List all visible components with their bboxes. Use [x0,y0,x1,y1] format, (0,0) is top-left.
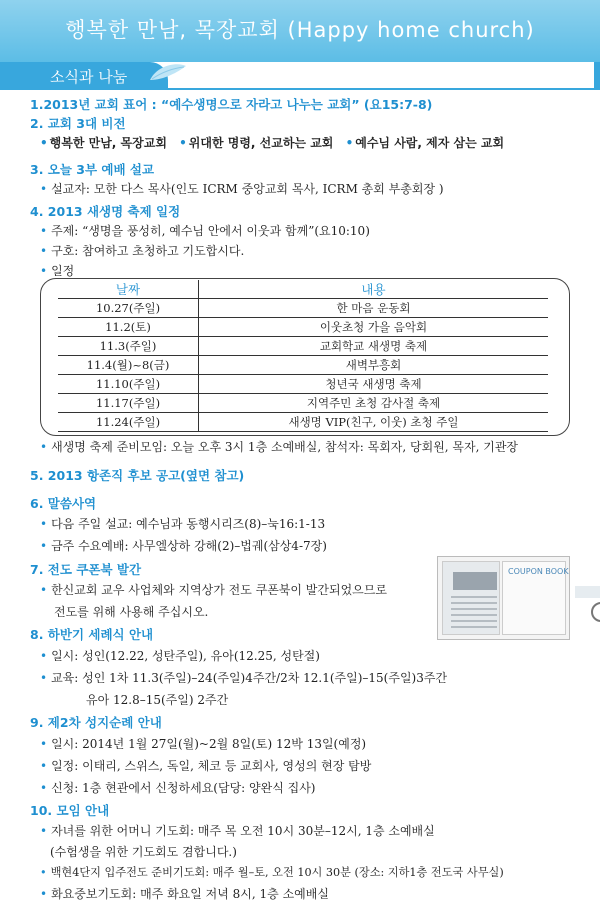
table-cell-content: 지역주민 초청 감사절 축제 [199,394,549,413]
section-6-heading: 6. 말씀사역 [30,496,97,511]
sermon-speaker: • 설교자: 모한 다스 목사(인도 ICRM 중앙교회 목사, ICRM 총회 부총회장 ) [40,182,444,196]
church-logo-icon [591,602,600,622]
section-tab-label: 소식과 나눔 [50,68,128,86]
pilgrimage-signup: • 신청: 1층 현관에서 신청하세요(담당: 양완식 집사) [40,781,316,795]
section-10-heading: 10. 모임 안내 [30,803,110,818]
mothers-prayer-note: (수험생을 위한 기도회도 겸합니다.) [50,845,237,859]
column-header-date: 날짜 [58,280,199,299]
coupon-book-text: • 한신교회 교우 사업체와 지역상가 전도 쿠폰북이 발간되었으므로 [40,583,387,597]
baekhyeon-prayer-meeting: • 백현4단지 입주전도 준비기도회: 매주 월–토, 오전 10시 30분 (장소: 지하1층 전도국 사무실) [40,866,504,879]
section-9-heading: 9. 제2차 성지순례 안내 [30,715,162,730]
section-4-heading: 4. 2013 새생명 축제 일정 [30,204,181,219]
tuesday-intercession: • 화요중보기도회: 매주 화요일 저녁 8시, 1층 소예배실 [40,887,329,901]
coupon-book-title: COUPON BOOK [508,567,569,576]
table-row [58,318,548,337]
column-header-content: 내용 [199,280,549,299]
baptism-education: • 교육: 성인 1차 11.3(주일)–24(주일)4주간/2차 12.1(주일)–15(주일)3주간 [40,671,448,685]
section-3-heading: 3. 오늘 3부 예배 설교 [30,162,155,177]
vision-list [40,134,512,151]
table-cell-content: 새생명 VIP(친구, 이웃) 초청 주일 [199,413,549,432]
coupon-book-text-cont: 전도를 위해 사용해 주십시오. [54,605,209,619]
table-cell-date: 11.2(토) [58,318,199,337]
mothers-prayer-meeting: • 자녀를 위한 어머니 기도회: 매주 목 오전 10시 30분–12시, 1층 소예배실 [40,824,435,838]
baptism-date: • 일시: 성인(12.22, 성탄주일), 유아(12.25, 성탄절) [40,649,320,663]
table-row [58,337,548,356]
section-7-heading: 7. 전도 쿠폰북 발간 [30,562,142,577]
table-cell-date: 11.10(주일) [58,375,199,394]
pilgrimage-date: • 일시: 2014년 1월 27일(월)~2월 8일(토) 12박 13일(예정) [40,737,367,751]
table-row [58,299,548,318]
schedule-table [58,280,548,432]
vision-item: • 행복한 만남, 목장교회 [40,136,167,150]
page-title: 행복한 만남, 목장교회 (Happy home church) [65,18,535,42]
coupon-book-cover [442,561,500,635]
festival-slogan: • 구호: 참여하고 초청하고 기도합시다. [40,244,245,258]
leaf-icon [148,62,188,82]
section-8-heading: 8. 하반기 세례식 안내 [30,627,154,642]
table-row [58,375,548,394]
table-header-row [58,280,548,299]
festival-schedule-label: • 일정 [40,264,75,278]
table-cell-date: 11.3(주일) [58,337,199,356]
tab-underline [0,88,600,90]
church-building-image [453,572,497,590]
table-cell-date: 10.27(주일) [58,299,199,318]
next-sermon: • 다음 주일 설교: 예수님과 동행시리즈(8)–눅16:1-13 [40,517,326,531]
table-cell-date: 11.4(월)~8(금) [58,356,199,375]
section-2-heading: 2. 교회 3대 비전 [30,116,126,131]
table-cell-content: 새벽부흥회 [199,356,549,375]
section-5-heading: 5. 2013 항존직 후보 공고(옆면 참고) [30,468,245,483]
coupon-list-lines [451,596,497,632]
pilgrimage-itinerary: • 일정: 이태리, 스위스, 독일, 체코 등 교회사, 영성의 현장 탐방 [40,759,372,773]
festival-theme: • 주제: “생명을 풍성히, 예수님 안에서 이웃과 함께”(요10:10) [40,224,370,238]
coupon-watermark [575,586,600,598]
page-edge-marker [594,62,600,90]
festival-prep-meeting: • 새생명 축제 준비모임: 오늘 오후 3시 1층 소예배실, 참석자: 목회자, 당회원, 목자, 기관장 [40,440,519,454]
table-cell-content: 한 마음 운동회 [199,299,549,318]
header-banner [0,0,600,62]
table-row [58,356,548,375]
table-row [58,413,548,432]
vision-item: • 예수님 사람, 제자 삼는 교회 [345,136,505,150]
table-cell-content: 청년국 새생명 축제 [199,375,549,394]
coupon-book-image [437,556,570,640]
wednesday-service: • 금주 수요예배: 사무엘상하 강해(2)–법궤(삼상4-7장) [40,539,327,553]
vision-item: • 위대한 명령, 선교하는 교회 [179,136,334,150]
table-cell-date: 11.17(주일) [58,394,199,413]
table-row [58,394,548,413]
baptism-education-infant: 유아 12.8–15(주일) 2주간 [86,693,229,707]
table-cell-content: 교회학교 새생명 축제 [199,337,549,356]
table-cell-date: 11.24(주일) [58,413,199,432]
section-1-heading: 1.2013년 교회 표어 : “예수생명으로 자라고 나누는 교회” (요15:7-8) [30,97,433,112]
table-cell-content: 이웃초청 가을 음악회 [199,318,549,337]
